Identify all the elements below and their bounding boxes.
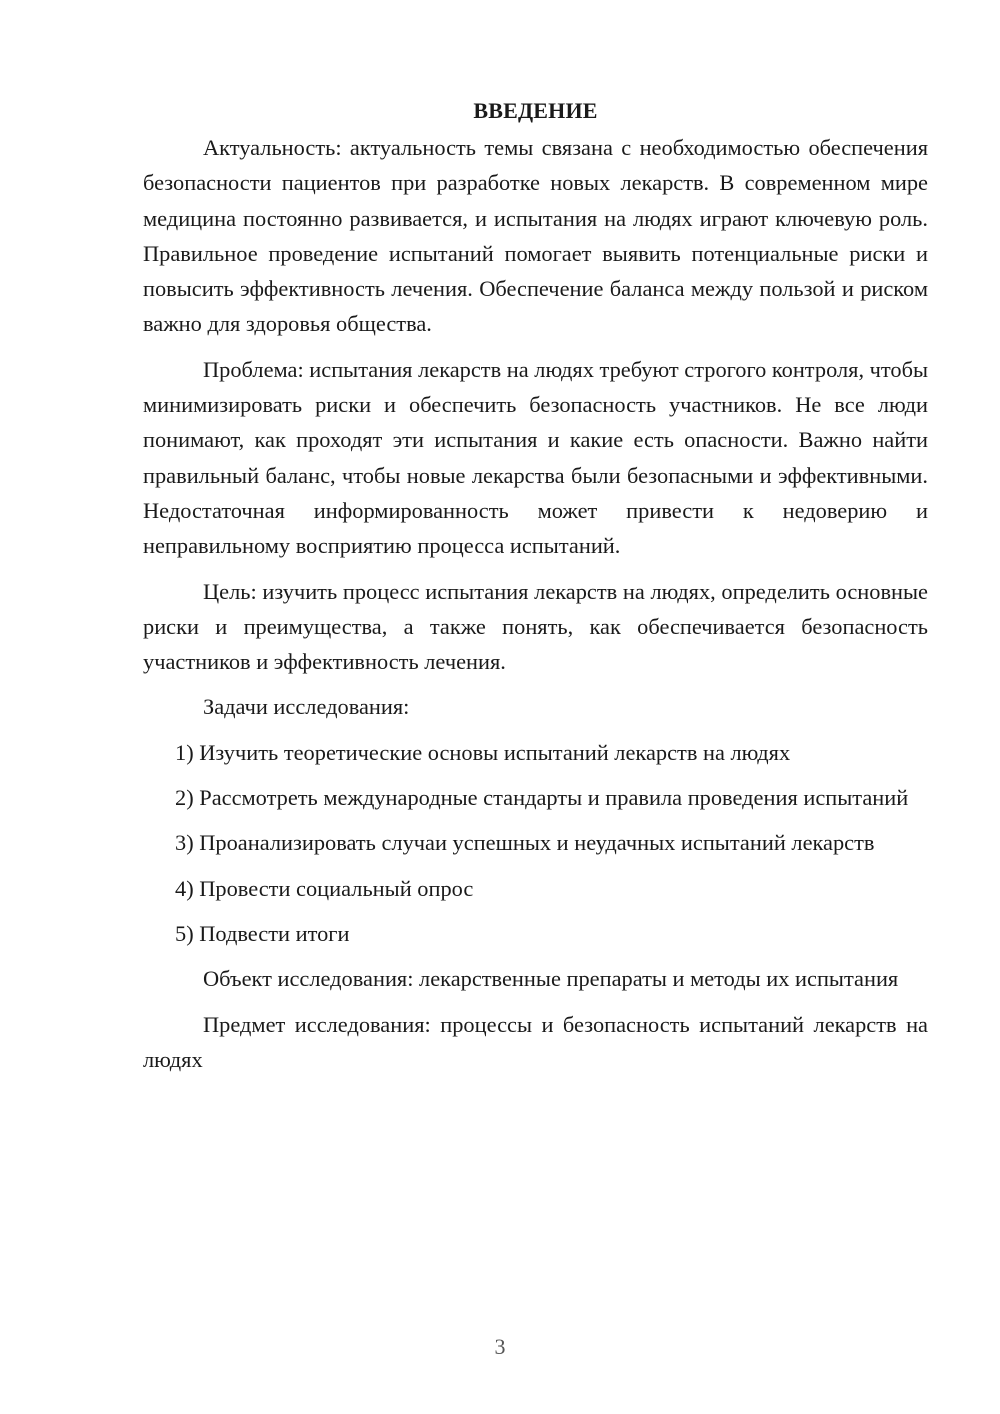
object-paragraph: Объект исследования: лекарственные препараты и методы их испытания [203, 966, 899, 992]
subject-paragraph: Предмет исследования: процессы и безопасность испытаний лекарств на людях [143, 1011, 928, 1072]
page-number: 3 [494, 1334, 506, 1359]
tasks-heading: Задачи исследования: [203, 694, 410, 720]
section-heading: ВВЕДЕНИЕ [473, 98, 598, 123]
relevance-paragraph: Актуальность: актуальность темы связана с необходимостью обеспечения безопасности пациентов при разработке новых лекарств. В современном мире медицина постоянно развивается, и испытания на людях играют ключевую роль. Правильное проведение испытаний помогает выявить потенциальные риски и повысить эффективность лечения. Обеспечение баланса между пользой и риском важно для здоровья общества. [143, 135, 928, 337]
task-item-3: 3) Проанализировать случаи успешных и неудачных испытаний лекарств [175, 830, 875, 856]
page-content [143, 94, 928, 1087]
task-item-1: 1) Изучить теоретические основы испытаний лекарств на людях [175, 739, 791, 765]
task-item-4: 4) Провести социальный опрос [175, 875, 474, 901]
task-item-5: 5) Подвести итоги [175, 920, 350, 946]
problem-paragraph: Проблема: испытания лекарств на людях требуют строгого контроля, чтобы минимизировать риски и обеспечить безопасность участников. Не все люди понимают, как проходят эти испытания и какие есть опасности. Важно найти правильный баланс, чтобы новые лекарства были безопасными и эффективными. Недостаточная информированность может привести к недоверию и неправильному восприятию процесса испытаний. [143, 356, 929, 559]
goal-paragraph: Цель: изучить процесс испытания лекарств на людях, определить основные риски и преимущества, а также понять, как обеспечивается безопасность участников и эффективность лечения. [143, 578, 928, 675]
task-item-2: 2) Рассмотреть международные стандарты и правила проведения испытаний [175, 785, 909, 811]
